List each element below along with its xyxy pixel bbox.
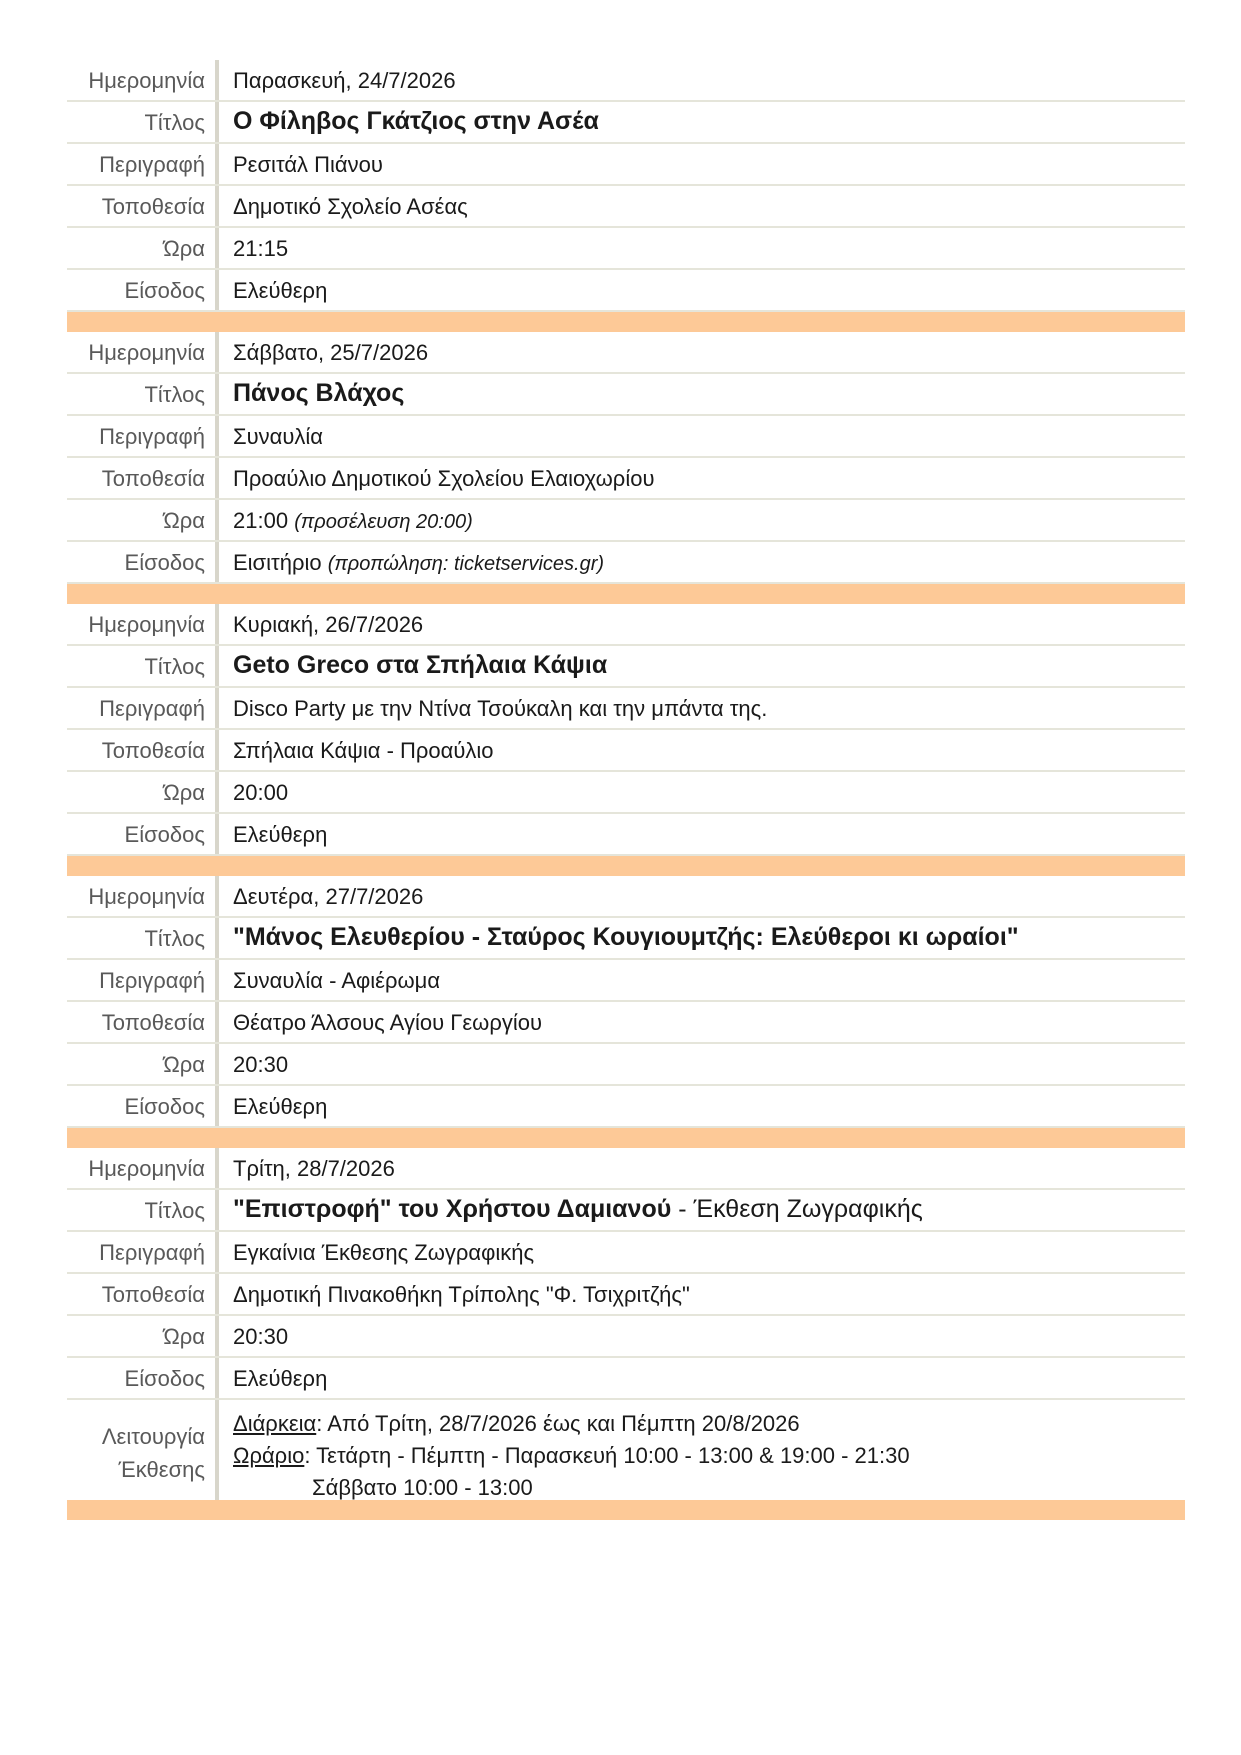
hours-line [233,1440,1185,1472]
title-value: Geto Greco στα Σπήλαια Κάψια [233,651,608,679]
hours-value: : Τετάρτη - Πέμπτη - Παρασκευή 10:00 - 13:00 & 19:00 - 21:30 [304,1443,910,1468]
location-value: Δημοτικό Σχολείο Ασέας [233,194,468,219]
hours-line-saturday: Σάββατο 10:00 - 13:00 [312,1475,533,1500]
operation-label [67,1400,219,1500]
description-label: Περιγραφή [67,960,219,1000]
date-value: Παρασκευή, 24/7/2026 [233,68,456,93]
operation-row [67,1400,1185,1500]
description-row [67,960,1185,1002]
title-value [219,1190,1185,1230]
description-value: Disco Party με την Ντίνα Τσούκαλη και την μπάντα της. [233,696,768,721]
entry-row [67,270,1185,312]
event-block [67,1148,1185,1520]
event-separator [67,312,1185,332]
time-main: 21:00 [233,508,289,533]
date-value: Δευτέρα, 27/7/2026 [233,884,424,909]
description-value: Συναυλία [233,424,323,449]
duration-label: Διάρκεια [233,1411,317,1436]
duration-value: : Από Τρίτη, 28/7/2026 έως και Πέμπτη 20/8/2026 [316,1411,800,1436]
title-label: Τίτλος [67,374,219,414]
events-schedule [67,60,1185,1520]
entry-label: Είσοδος [67,270,219,310]
time-note: (προσέλευση 20:00) [294,511,473,533]
entry-value: Ελεύθερη [233,1366,328,1391]
time-row [67,1316,1185,1358]
description-value: Συναυλία - Αφιέρωμα [233,968,441,993]
date-row [67,876,1185,918]
location-row [67,458,1185,500]
time-row [67,772,1185,814]
location-row [67,730,1185,772]
entry-row [67,542,1185,584]
time-label: Ώρα [67,228,219,268]
entry-value: Ελεύθερη [233,1094,328,1119]
entry-label: Είσοδος [67,1086,219,1126]
time-label: Ώρα [67,1316,219,1356]
description-label: Περιγραφή [67,688,219,728]
title-row [67,918,1185,960]
description-row [67,144,1185,186]
description-label: Περιγραφή [67,1232,219,1272]
title-value: "Μάνος Ελευθερίου - Σταύρος Κουγιουμτζής: Ελεύθεροι κι ωραίοι" [233,923,1019,951]
time-label: Ώρα [67,772,219,812]
time-row [67,1044,1185,1086]
time-row [67,228,1185,270]
event-block [67,332,1185,604]
event-block [67,876,1185,1148]
entry-value: Ελεύθερη [233,822,328,847]
event-block [67,604,1185,876]
event-separator [67,1128,1185,1148]
description-label: Περιγραφή [67,144,219,184]
time-label: Ώρα [67,500,219,540]
date-row [67,1148,1185,1190]
date-value: Κυριακή, 26/7/2026 [233,612,424,637]
time-row [67,500,1185,542]
entry-label: Είσοδος [67,542,219,582]
title-row [67,374,1185,416]
description-row [67,1232,1185,1274]
date-row [67,60,1185,102]
date-label: Ημερομηνία [67,60,219,100]
location-value: Δημοτική Πινακοθήκη Τρίπολης "Φ. Τσιχριτζής" [233,1282,690,1307]
date-row [67,604,1185,646]
location-row [67,1002,1185,1044]
time-value: 21:15 [233,236,289,261]
location-label: Τοποθεσία [67,1002,219,1042]
title-value: Πάνος Βλάχος [233,379,405,407]
entry-label: Είσοδος [67,814,219,854]
event-separator [67,584,1185,604]
date-label: Ημερομηνία [67,876,219,916]
event-block [67,60,1185,332]
title-label: Τίτλος [67,646,219,686]
title-label: Τίτλος [67,102,219,142]
entry-row [67,1086,1185,1128]
hours-label: Ωράριο [233,1443,305,1468]
date-value: Τρίτη, 28/7/2026 [233,1156,395,1181]
entry-main: Εισιτήριο [233,550,322,575]
title-row [67,1190,1185,1232]
title-suffix: - Έκθεση Ζωγραφικής [671,1195,923,1223]
location-row [67,1274,1185,1316]
date-label: Ημερομηνία [67,1148,219,1188]
date-label: Ημερομηνία [67,332,219,372]
description-value: Ρεσιτάλ Πιάνου [233,152,383,177]
operation-label-line2: Έκθεσης [118,1457,205,1482]
entry-value [219,542,1185,582]
location-label: Τοποθεσία [67,458,219,498]
operation-label-line1: Λειτουργία [101,1424,205,1449]
entry-value: Ελεύθερη [233,278,328,303]
title-row [67,646,1185,688]
time-value: 20:30 [233,1324,289,1349]
location-label: Τοποθεσία [67,1274,219,1314]
operation-value [219,1400,1185,1500]
entry-label: Είσοδος [67,1358,219,1398]
title-row [67,102,1185,144]
description-row [67,688,1185,730]
time-value: 20:30 [233,1052,289,1077]
time-value: 20:00 [233,780,289,805]
description-label: Περιγραφή [67,416,219,456]
location-label: Τοποθεσία [67,730,219,770]
location-value: Θέατρο Άλσους Αγίου Γεωργίου [233,1010,542,1035]
event-separator [67,856,1185,876]
location-value: Σπήλαια Κάψια - Προαύλιο [233,738,494,763]
time-label: Ώρα [67,1044,219,1084]
title-value: Ο Φίληβος Γκάτζιος στην Ασέα [233,107,599,135]
location-row [67,186,1185,228]
title-label: Τίτλος [67,1190,219,1230]
time-value [219,500,1185,540]
title-label: Τίτλος [67,918,219,958]
title-main: "Επιστροφή" του Χρήστου Δαμιανού [233,1195,672,1223]
location-value: Προαύλιο Δημοτικού Σχολείου Ελαιοχωρίου [233,466,655,491]
date-value: Σάββατο, 25/7/2026 [233,340,429,365]
date-label: Ημερομηνία [67,604,219,644]
entry-row [67,814,1185,856]
duration-line [233,1408,1185,1440]
entry-row [67,1358,1185,1400]
date-row [67,332,1185,374]
entry-note: (προπώληση: ticketservices.gr) [327,553,605,575]
description-row [67,416,1185,458]
location-label: Τοποθεσία [67,186,219,226]
description-value: Εγκαίνια Έκθεσης Ζωγραφικής [233,1240,535,1265]
